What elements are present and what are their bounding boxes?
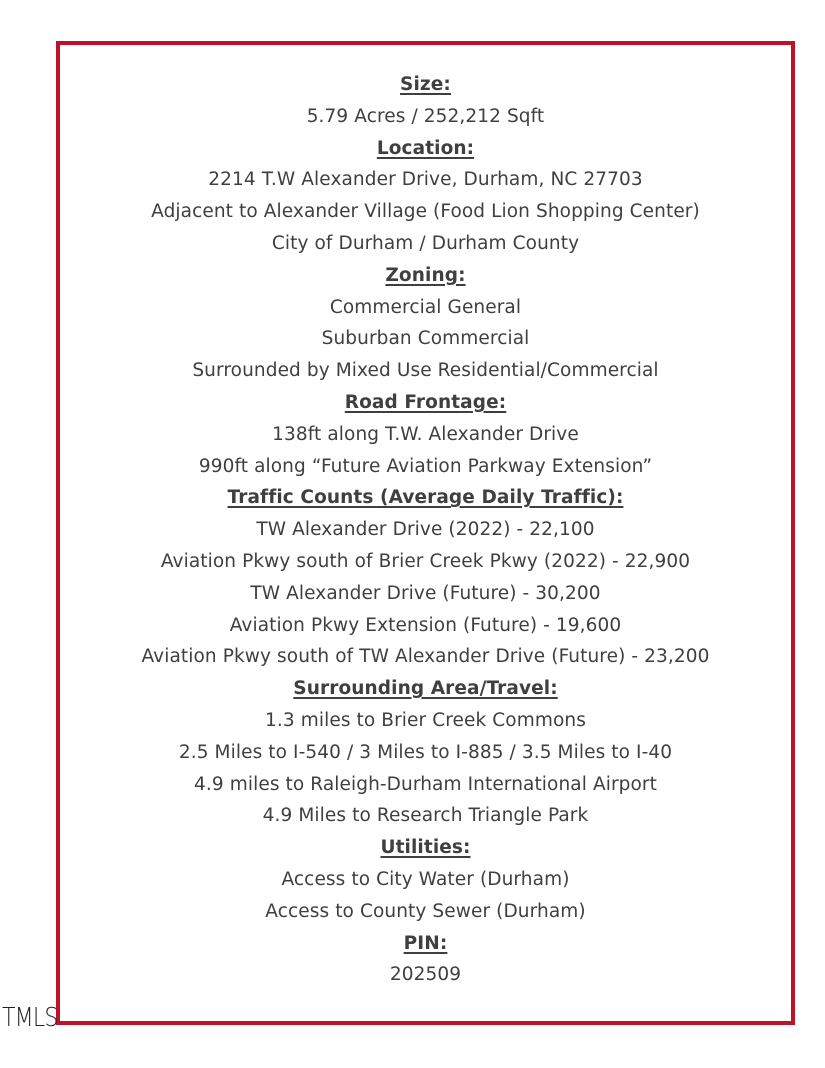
section-zoning <box>60 260 791 387</box>
section-pin <box>60 928 791 992</box>
section-road-frontage <box>60 387 791 482</box>
traffic-line: Aviation Pkwy south of Brier Creek Pkwy (2022) - 22,900 <box>160 550 691 572</box>
heading-surrounding-area: Surrounding Area/Travel: <box>293 678 558 700</box>
heading-utilities: Utilities: <box>380 837 471 859</box>
location-adjacent: Adjacent to Alexander Village (Food Lion Shopping Center) <box>151 201 700 223</box>
property-details <box>60 69 791 991</box>
zoning-line: Surrounded by Mixed Use Residential/Commercial <box>192 360 659 382</box>
section-traffic-counts <box>60 482 791 673</box>
section-utilities <box>60 832 791 927</box>
heading-traffic-counts: Traffic Counts (Average Daily Traffic): <box>227 487 624 509</box>
section-size <box>60 69 791 133</box>
heading-pin: PIN: <box>403 932 448 954</box>
section-location <box>60 133 791 260</box>
location-address: 2214 T.W Alexander Drive, Durham, NC 27703 <box>208 169 643 191</box>
zoning-line: Suburban Commercial <box>321 328 530 350</box>
travel-line: 4.9 Miles to Research Triangle Park <box>262 805 589 827</box>
zoning-line: Commercial General <box>329 296 522 318</box>
pin-value: 202509 <box>389 964 462 986</box>
tmls-watermark-logo: TMLS <box>2 1003 58 1033</box>
traffic-line: Aviation Pkwy south of TW Alexander Drive (Future) - 23,200 <box>141 646 710 668</box>
section-surrounding-area <box>60 673 791 832</box>
travel-line: 2.5 Miles to I-540 / 3 Miles to I-885 / 3.5 Miles to I-40 <box>178 741 673 763</box>
utilities-line: Access to City Water (Durham) <box>281 868 570 890</box>
frontage-line: 138ft along T.W. Alexander Drive <box>272 423 579 445</box>
utilities-line: Access to County Sewer (Durham) <box>265 900 586 922</box>
heading-location: Location: <box>376 137 475 159</box>
size-value: 5.79 Acres / 252,212 Sqft <box>306 105 545 127</box>
heading-zoning: Zoning: <box>385 264 466 286</box>
heading-road-frontage: Road Frontage: <box>344 391 507 413</box>
traffic-line: TW Alexander Drive (Future) - 30,200 <box>250 582 601 604</box>
travel-line: 4.9 miles to Raleigh-Durham International Airport <box>194 773 657 795</box>
traffic-line: TW Alexander Drive (2022) - 22,100 <box>256 519 595 541</box>
frontage-line: 990ft along “Future Aviation Parkway Extension” <box>198 455 653 477</box>
traffic-line: Aviation Pkwy Extension (Future) - 19,600 <box>229 614 622 636</box>
heading-size: Size: <box>400 74 451 95</box>
travel-line: 1.3 miles to Brier Creek Commons <box>265 709 586 731</box>
location-jurisdiction: City of Durham / Durham County <box>271 232 580 254</box>
